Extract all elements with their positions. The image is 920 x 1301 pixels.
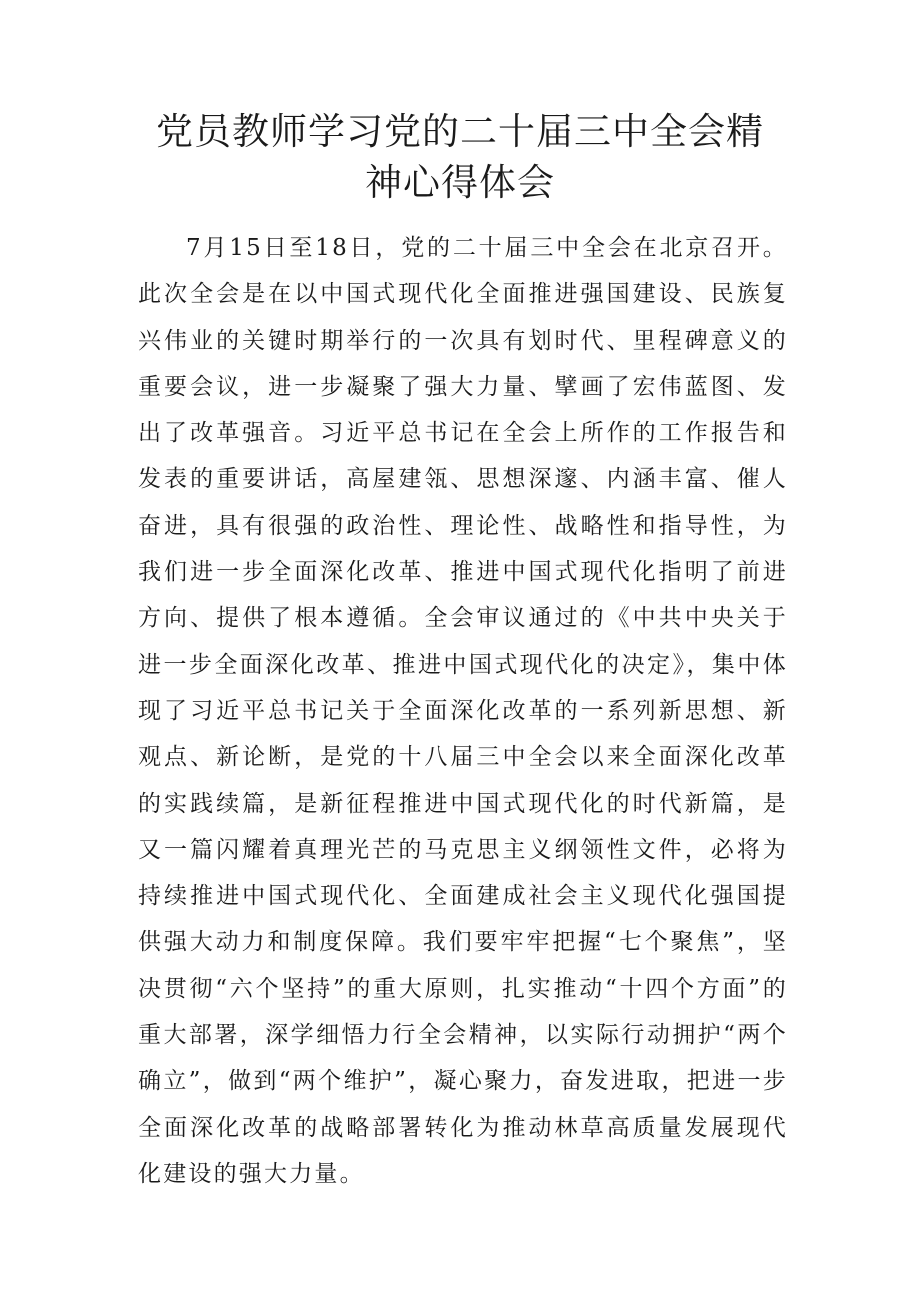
body-paragraph: 7月15日至18日，党的二十届三中全会在北京召开。此次全会是在以中国式现代化全面推进强国建设、民族复兴伟业的关键时期举行的一次具有划时代、里程碑意义的重要会议，进一步凝聚了强大力量、擘画了宏伟蓝图、发出了改革强音。习近平总书记在全会上所作的工作报告和发表的重要讲话，高屋建瓴、思想深邃、内涵丰富、催人奋进，具有很强的政治性、理论性、战略性和指导性，为我们进一步全面深化改革、推进中国式现代化指明了前进方向、提供了根本遵循。全会审议通过的《中共中央关于进一步全面深化改革、推进中国式现代化的决定》，集中体现了习近平总书记关于全面深化改革的一系列新思想、新观点、新论断，是党的十八届三中全会以来全面深化改革的实践续篇，是新征程推进中国式现代化的时代新篇，是又一篇闪耀着真理光芒的马克思主义纲领性文件，必将为持续推进中国式现代化、全面建成社会主义现代化强国提供强大动力和制度保障。我们要牢牢把握“七个聚焦”，坚决贯彻“六个坚持”的重大原则，扎实推动“十四个方面”的重大部署，深学细悟力行全会精神，以实际行动拥护“两个确立”，做到“两个维护”，凝心聚力，奋发进取，把进一步全面深化改革的战略部署转化为推动林草高质量发展现代化建设的强大力量。 (138, 235, 788, 1187)
document-title: 党员教师学习党的二十届三中全会精神心得体会 (156, 110, 764, 204)
